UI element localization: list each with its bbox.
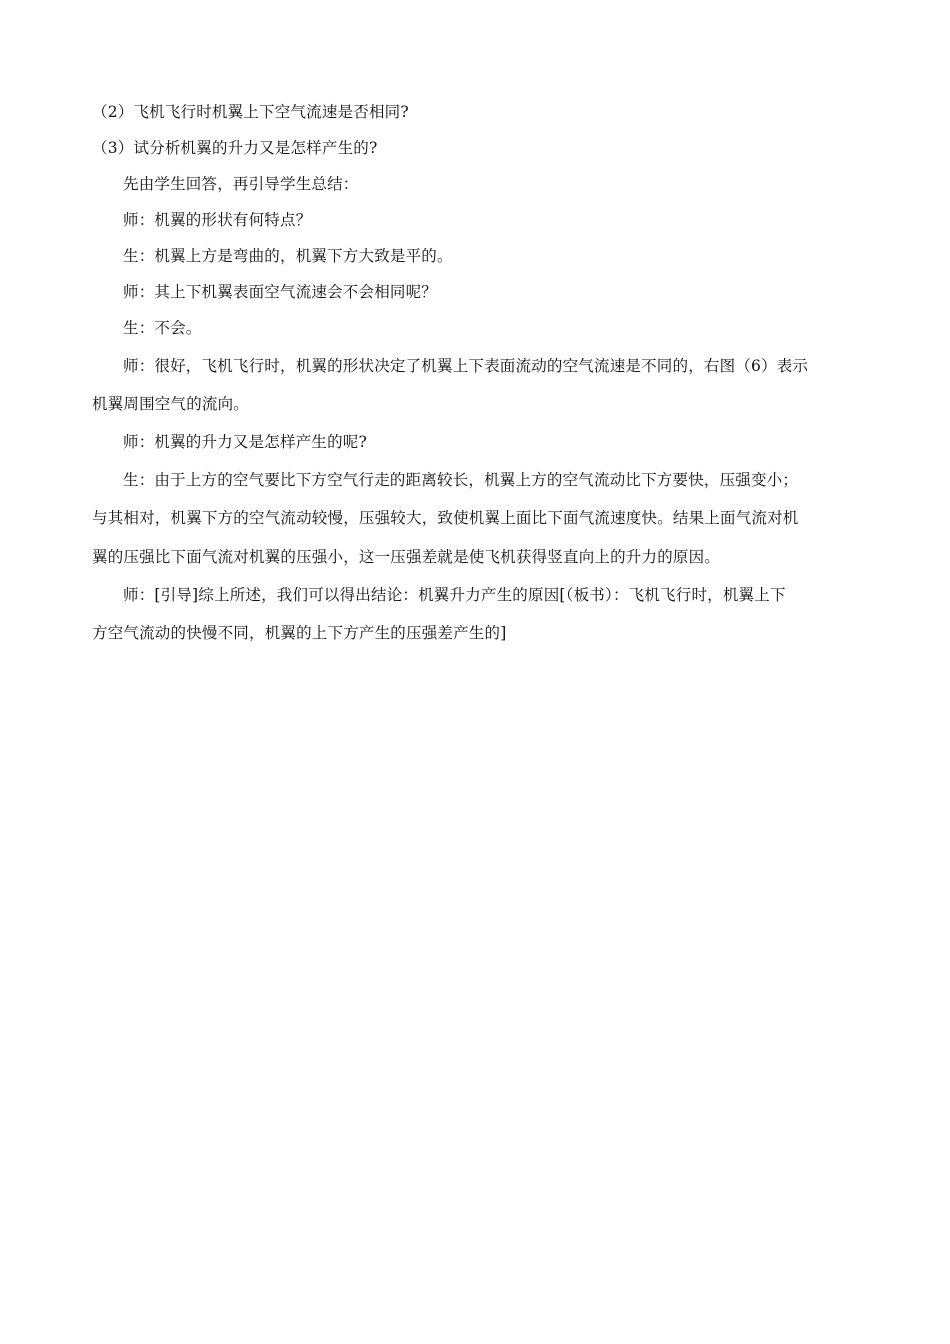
teacher-line-3-part-1: 师：很好，飞机飞行时，机翼的形状决定了机翼上下表面流动的空气流速是不同的，右图（6）表示 bbox=[123, 357, 809, 375]
student-line-1: 生：机翼上方是弯曲的，机翼下方大致是平的。 bbox=[123, 247, 453, 265]
teacher-line-5-part-2: 方空气流动的快慢不同，机翼的上下方产生的压强差产生的] bbox=[92, 624, 507, 642]
teacher-line-4: 师：机翼的升力又是怎样产生的呢? bbox=[123, 433, 368, 451]
teacher-line-1: 师：机翼的形状有何特点？ bbox=[123, 211, 312, 229]
teacher-line-2: 师：其上下机翼表面空气流速会不会相同呢？ bbox=[123, 283, 438, 301]
student-line-3-part-1: 生：由于上方的空气要比下方空气行走的距离较长，机翼上方的空气流动比下方要快，压强变小； bbox=[123, 471, 799, 489]
question-2: （2）飞机飞行时机翼上下空气流速是否相同? bbox=[92, 103, 409, 121]
teacher-line-5-part-1: 师：[引导]综上所述，我们可以得出结论：机翼升力产生的原因[（板书）：飞机飞行时，机翼上下 bbox=[123, 586, 786, 604]
student-line-2: 生：不会。 bbox=[123, 319, 202, 337]
student-line-3-part-3: 翼的压强比下面气流对机翼的压强小，这一压强差就是使飞机获得竖直向上的升力的原因。 bbox=[92, 548, 721, 566]
student-line-3-part-2: 与其相对，机翼下方的空气流动较慢，压强较大，致使机翼上面比下面气流速度快。结果上面气流对机 bbox=[92, 509, 799, 527]
intro-paragraph: 先由学生回答，再引导学生总结： bbox=[123, 175, 359, 193]
teacher-line-3-part-2: 机翼周围空气的流向。 bbox=[92, 395, 250, 413]
question-3: （3）试分析机翼的升力又是怎样产生的? bbox=[92, 139, 378, 157]
